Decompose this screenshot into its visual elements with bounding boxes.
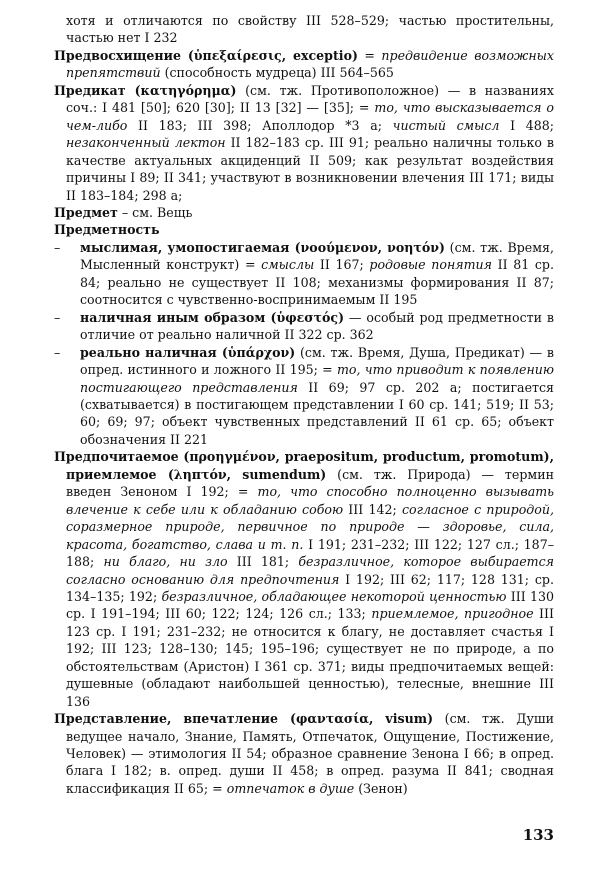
- entry-text: II 182–183 ср. III 91; реально наличны только в качестве актуальных акциденций II 509; как результат воздействия причины I 89; II 341; участвуют в возникновении влечения III 171; виды II 183–184; 298 а;: [66, 135, 554, 203]
- entry-italic-text: смыслы: [261, 257, 315, 273]
- entry-text: (см. тж. Время, Мысленный конструкт) =: [80, 239, 554, 273]
- entry-italic-text: ни благо, ни зло: [103, 554, 228, 570]
- entry-italic-text: предвидение возможных препятствий: [66, 47, 555, 81]
- entry-text: (см. тж. Время, Душа, Предикат) — в опред. истинного и ложного II 195; =: [80, 344, 554, 378]
- subentry: [54, 309, 554, 344]
- entry-text: III 181;: [227, 554, 299, 570]
- entry: [54, 448, 554, 710]
- entry-text: (см. тж. Природа) — термин введен Зеноном I 192; =: [66, 466, 554, 500]
- entries-block-1: [54, 47, 554, 239]
- page-number: 133: [522, 826, 554, 844]
- entry-text: III 123 ср. I 191; 231–232; не относится к благу, не доставляет счастья I 192; III 123; 128–130; 145; 195–196; существует не по природе, а по обстоятельствам (Аристон) I 361 ср. 371; виды предпочитаемых вещей: душевные (обладают наибольшей ценностью), телесные, внешние III 136: [66, 606, 554, 709]
- entry-headword: Предмет: [54, 204, 118, 220]
- entries-block-2: [54, 448, 554, 797]
- subentry-headword: наличная иным образом (ὑφεστός): [80, 309, 345, 325]
- entry: [54, 204, 554, 221]
- page-text: [54, 12, 554, 797]
- subentry: [54, 344, 554, 449]
- entry-italic-text: то, что высказывается о чем-либо: [66, 100, 554, 133]
- entry-headword: Представление, впечатление (φαντασία, visum): [54, 711, 434, 727]
- entry-text: I 488;: [499, 117, 555, 133]
- entry: [54, 47, 554, 82]
- entry-text: II 69; 97 ср. 202 а; постигается (схватывается) в постигающем представлении I 60 ср. 141; 519; II 53; 60; 69; 97; объект чувственных представлений II 61 ср. 65; объект обозначения II 221: [80, 379, 554, 447]
- subentries-block: [54, 239, 554, 448]
- entry-headword: Предикат (κατηγόρημα): [54, 82, 237, 98]
- entry-text: I 191; 231–232; III 122; 127 сл.; 187–188;: [66, 536, 555, 570]
- subentry-headword: мыслимая, умопостигаемая (νοούμενον, νοητόν): [80, 239, 445, 255]
- entry-text: (Зенон): [354, 780, 408, 796]
- continuation-text: хотя и отличаются по свойству III 528–529; частью простительны, частью нет I 232: [66, 13, 554, 46]
- entry-text: (см. тж. Противоположное) — в названиях соч.: I 481 [50]; 620 [30]; II 13 [32] — [35]; =: [66, 82, 554, 116]
- subentry: [54, 239, 554, 309]
- entry-italic-text: родовые понятия: [369, 257, 492, 273]
- entry-italic-text: безразличное, обладающее некоторой ценностью: [161, 588, 507, 604]
- entry-text: I 192; III 62; 117; 128 131; ср. 134–135; 192;: [66, 571, 554, 604]
- entry-italic-text: безразличное, которое выбирается согласно основанию для предпочтения: [66, 554, 554, 587]
- entry-italic-text: приемлемое, пригодное: [371, 606, 534, 622]
- entry-headword: Предвосхищение (ὑπεξαίρεσις, exceptio): [54, 47, 358, 63]
- entry-text: =: [357, 47, 382, 63]
- entry-italic-text: незаконченный лектон: [66, 135, 226, 151]
- subentry-headword: реально наличная (ὑπάρχον): [80, 344, 296, 360]
- entry-italic-text: то, что приводит к появлению постигающего представления: [80, 362, 554, 395]
- subentry-dash: –: [54, 344, 61, 360]
- entry-text: III 130 ср. I 191–194; III 60; 122; 124; 126 сл.; 133;: [66, 588, 555, 622]
- subentry-dash: –: [54, 309, 61, 325]
- entry-italic-text: отпечаток в душе: [226, 780, 355, 796]
- entry-text: (способность мудреца) III 564–565: [160, 65, 394, 81]
- entry-italic-text: то, что способно полноценно вызывать влечение к себе или к обладанию собою: [66, 484, 555, 517]
- entry-text: II 167;: [314, 257, 370, 273]
- entry-text: II 81 ср. 84; реально не существует II 108; механизмы формирования II 87; соотносится с чувственно-воспринимаемым II 195: [80, 257, 554, 308]
- entry: [54, 221, 554, 238]
- entry-text: – см. Вещь: [117, 204, 193, 220]
- entry-text: III 142;: [343, 501, 402, 517]
- entry-text: II 183; III 398; Аполлодор *3 а;: [127, 117, 393, 133]
- entry-headword: Предметность: [54, 222, 160, 238]
- entry-text: — особый род предметности в отличие от реально наличной II 322 ср. 362: [80, 309, 554, 343]
- entry-headword: Предпочитаемое (προηγμένον, praepositum, productum, promotum), приемлемое (ληπτόν, sumendum): [54, 449, 554, 482]
- entry-text: (см. тж. Души ведущее начало, Знание, Память, Отпечаток, Ощущение, Постижение, Человек) — этимология II 54; образное сравнение Зенона I 66; в опред. блага I 182; в. опред. души II 458; в опред. разума II 841; сводная классификация II 65; =: [66, 711, 554, 796]
- entry: [54, 710, 554, 797]
- entry-continuation: [54, 12, 554, 47]
- subentry-dash: –: [54, 239, 61, 255]
- entry: [54, 82, 554, 204]
- entry-italic-text: согласное с природой, соразмерное природе, первичное по природе — здоровье, сила, красота, богатство, слава и т. п.: [66, 501, 554, 552]
- entry-italic-text: чистый смысл: [392, 117, 500, 133]
